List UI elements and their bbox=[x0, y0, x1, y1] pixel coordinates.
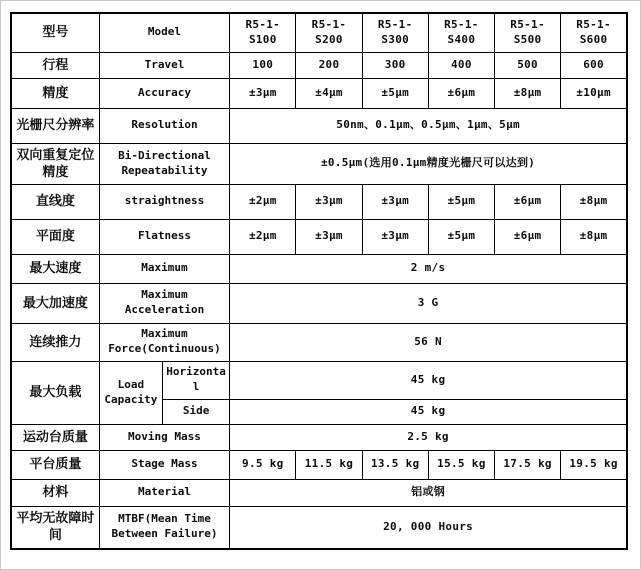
spec-value-merged: 3 G bbox=[230, 283, 627, 323]
spec-value-merged: 45 kg bbox=[230, 399, 627, 424]
spec-value-merged: 2.5 kg bbox=[230, 424, 627, 450]
spec-value: ±3μm bbox=[296, 219, 362, 254]
row-load-capacity-horizontal bbox=[11, 361, 627, 399]
spec-label-en: Load Capacity bbox=[99, 361, 162, 424]
row-travel bbox=[11, 52, 627, 78]
model-header-s600 bbox=[561, 13, 627, 52]
spec-value: 600 bbox=[561, 52, 627, 78]
spec-label-en: Stage Mass bbox=[99, 450, 229, 479]
spec-label-zh: 材料 bbox=[11, 479, 99, 506]
model-header-s500 bbox=[495, 13, 561, 52]
spec-value: ±8μm bbox=[561, 219, 627, 254]
spec-value-merged: ±0.5μm(选用0.1μm精度光栅尺可以达到) bbox=[230, 143, 627, 184]
model-name: S600 bbox=[579, 32, 608, 46]
spec-value: ±2μm bbox=[230, 184, 296, 219]
load-sub-label: Side bbox=[162, 399, 229, 424]
spec-label-zh: 精度 bbox=[11, 78, 99, 108]
model-prefix: R5-1- bbox=[377, 17, 413, 31]
spec-value: 200 bbox=[296, 52, 362, 78]
spec-label-zh: 平面度 bbox=[11, 219, 99, 254]
spec-value: 400 bbox=[428, 52, 494, 78]
spec-value: ±8μm bbox=[561, 184, 627, 219]
spec-label-en: Accuracy bbox=[99, 78, 229, 108]
model-prefix: R5-1- bbox=[444, 17, 479, 31]
row-material bbox=[11, 479, 627, 506]
spec-label-en: Moving Mass bbox=[99, 424, 229, 450]
row-stage-mass bbox=[11, 450, 627, 479]
spec-label-en: Material bbox=[99, 479, 229, 506]
spec-label-en: Bi-Directional Repeatability bbox=[99, 143, 229, 184]
spec-label-en: Maximum Acceleration bbox=[99, 283, 229, 323]
spec-label-en: Travel bbox=[99, 52, 229, 78]
spec-label-en: straightness bbox=[99, 184, 229, 219]
header-label-zh: 型号 bbox=[11, 13, 99, 52]
spec-value: 13.5 kg bbox=[362, 450, 428, 479]
spec-value: 300 bbox=[362, 52, 428, 78]
model-header-s200 bbox=[296, 13, 362, 52]
spec-label-zh: 双向重复定位精度 bbox=[11, 143, 99, 184]
spec-label-en: Maximum Force(Continuous) bbox=[99, 323, 229, 361]
spec-label-zh: 最大速度 bbox=[11, 254, 99, 283]
spec-value: 19.5 kg bbox=[561, 450, 627, 479]
spec-label-zh: 最大加速度 bbox=[11, 283, 99, 323]
spec-value: ±6μm bbox=[428, 78, 494, 108]
spec-label-zh: 运动台质量 bbox=[11, 424, 99, 450]
model-prefix: R5-1- bbox=[576, 17, 611, 31]
spec-value: ±2μm bbox=[230, 219, 296, 254]
spec-value: ±3μm bbox=[362, 184, 428, 219]
spec-value: 500 bbox=[495, 52, 561, 78]
spec-label-zh: 直线度 bbox=[11, 184, 99, 219]
load-sub-label: Horizontal bbox=[162, 361, 229, 399]
row-flatness bbox=[11, 219, 627, 254]
spec-value: ±5μm bbox=[362, 78, 428, 108]
model-prefix: R5-1- bbox=[311, 17, 347, 31]
spec-label-en: Resolution bbox=[99, 108, 229, 143]
model-name: S400 bbox=[447, 32, 476, 46]
spec-value: ±6μm bbox=[495, 184, 561, 219]
spec-value: ±5μm bbox=[428, 219, 494, 254]
row-straightness bbox=[11, 184, 627, 219]
model-header-s300 bbox=[362, 13, 428, 52]
model-name: S200 bbox=[315, 32, 343, 46]
spec-value: 17.5 kg bbox=[495, 450, 561, 479]
header-label-en: Model bbox=[99, 13, 229, 52]
spec-label-zh: 最大负载 bbox=[11, 361, 99, 424]
spec-label-en: MTBF(Mean Time Between Failure) bbox=[99, 506, 229, 549]
spec-value: ±3μm bbox=[362, 219, 428, 254]
spec-value-merged: 2 m/s bbox=[230, 254, 627, 283]
row-max-speed bbox=[11, 254, 627, 283]
spec-label-zh: 平均无故障时间 bbox=[11, 506, 99, 549]
model-prefix: R5-1- bbox=[245, 17, 281, 31]
spec-value-merged: 铝或钢 bbox=[230, 479, 627, 506]
row-continuous-force bbox=[11, 323, 627, 361]
row-moving-mass bbox=[11, 424, 627, 450]
row-mtbf bbox=[11, 506, 627, 549]
spec-value: ±3μm bbox=[296, 184, 362, 219]
row-accuracy bbox=[11, 78, 627, 108]
spec-value: ±4μm bbox=[296, 78, 362, 108]
model-name: S500 bbox=[513, 32, 542, 46]
spec-value: 15.5 kg bbox=[428, 450, 494, 479]
spec-value: 9.5 kg bbox=[230, 450, 296, 479]
model-name: S300 bbox=[381, 32, 410, 46]
spec-label-zh: 光栅尺分辨率 bbox=[11, 108, 99, 143]
spec-value-merged: 56 N bbox=[230, 323, 627, 361]
model-name: S100 bbox=[248, 32, 277, 46]
spec-value: 11.5 kg bbox=[296, 450, 362, 479]
spec-value-merged: 45 kg bbox=[230, 361, 627, 399]
row-repeatability bbox=[11, 143, 627, 184]
row-max-acceleration bbox=[11, 283, 627, 323]
row-resolution bbox=[11, 108, 627, 143]
spec-value-merged: 50nm、0.1μm、0.5μm、1μm、5μm bbox=[230, 108, 627, 143]
spec-table bbox=[10, 12, 628, 550]
model-header-s400 bbox=[428, 13, 494, 52]
spec-value: ±5μm bbox=[428, 184, 494, 219]
model-header-s100 bbox=[230, 13, 296, 52]
spec-value: ±10μm bbox=[561, 78, 627, 108]
spec-label-en: Maximum bbox=[99, 254, 229, 283]
spec-value: ±6μm bbox=[495, 219, 561, 254]
spec-value: ±8μm bbox=[495, 78, 561, 108]
header-row bbox=[11, 13, 627, 52]
model-prefix: R5-1- bbox=[510, 17, 545, 31]
spec-value: 100 bbox=[230, 52, 296, 78]
spec-label-en: Flatness bbox=[99, 219, 229, 254]
spec-label-zh: 平台质量 bbox=[11, 450, 99, 479]
spec-label-zh: 行程 bbox=[11, 52, 99, 78]
spec-label-zh: 连续推力 bbox=[11, 323, 99, 361]
spec-value-merged: 20, 000 Hours bbox=[230, 506, 627, 549]
spec-value: ±3μm bbox=[230, 78, 296, 108]
